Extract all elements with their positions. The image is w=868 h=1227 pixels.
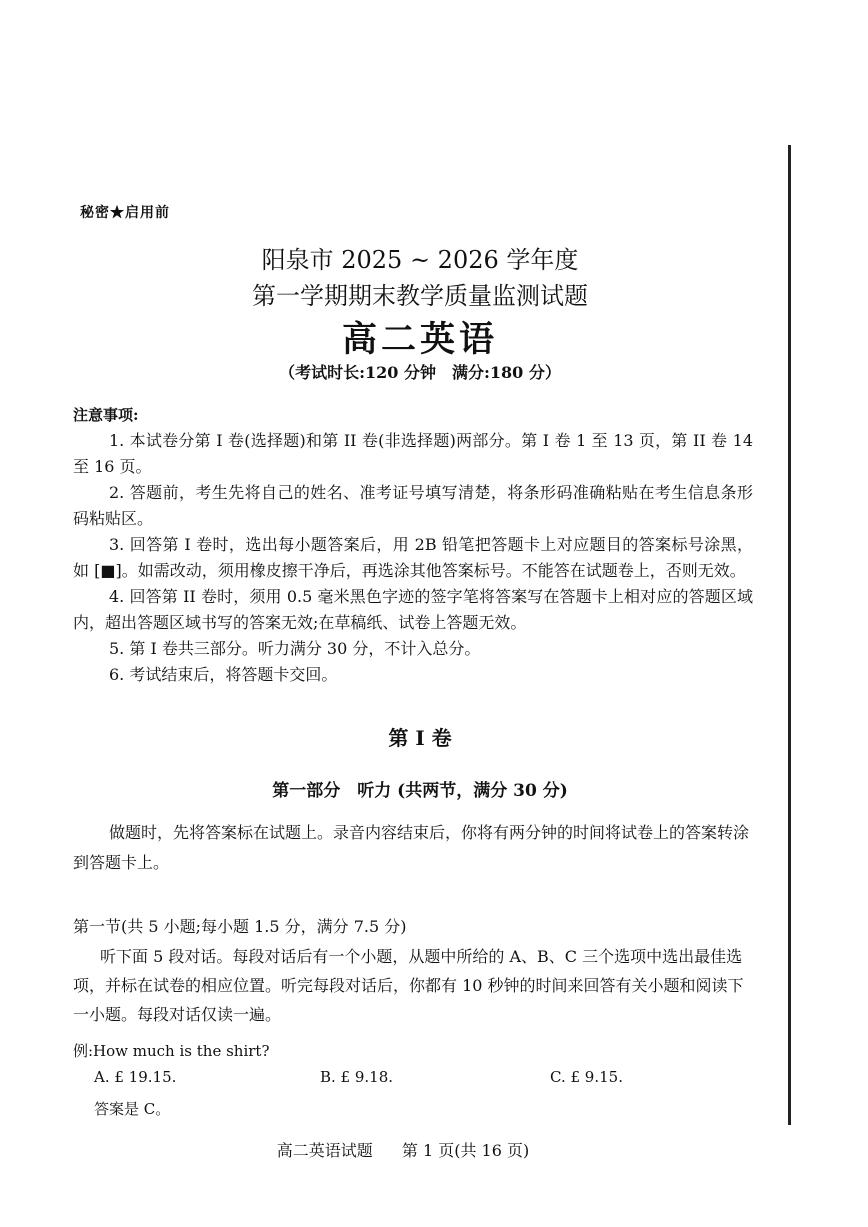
subsection-description xyxy=(73,942,753,1029)
example-answer: 答案是 C。 xyxy=(94,1100,171,1118)
exam-duration-info: （考试时长:120 分钟 满分:180 分） xyxy=(279,363,561,382)
example-option-a: A. £ 19.15. xyxy=(94,1068,177,1086)
section-description xyxy=(73,818,753,878)
notice-list xyxy=(73,428,753,688)
notice-heading: 注意事项: xyxy=(73,406,139,424)
section-title: 第一部分 听力 (共两节，满分 30 分) xyxy=(272,781,568,801)
example-option-c: C. £ 9.15. xyxy=(550,1068,623,1086)
subject-title: 高二英语 xyxy=(341,319,498,360)
section-description-text: 做题时，先将答案标在试题上。录音内容结束后，你将有两分钟的时间将试卷上的答案转涂到答题卡上。 xyxy=(73,823,750,872)
notice-item: 2. 答题前，考生先将自己的姓名、准考证号填写清楚，将条形码准确粘贴在考生信息条形码粘贴区。 xyxy=(73,483,753,528)
subsection-description-text: 听下面 5 段对话。每段对话后有一个小题，从题中所给的 A、B、C 三个选项中选出最佳选项，并标在试卷的相应位置。听完每段对话后，你都有 10 秒钟的时间来回答有关小题和阅读下一小题。每段对话仅读一遍。 xyxy=(73,947,744,1024)
notice-item: 3. 回答第 I 卷时，选出每小题答案后，用 2B 铅笔把答题卡上对应题目的答案标号涂黑，如 [■]。如需改动，须用橡皮擦干净后，再选涂其他答案标号。不能答在试题卷上，否则无效。 xyxy=(73,535,753,580)
notice-item: 4. 回答第 II 卷时，须用 0.5 毫米黑色字迹的签字笔将答案写在答题卡上相对应的答题区域内，超出答题区域书写的答案无效;在草稿纸、试卷上答题无效。 xyxy=(73,587,753,632)
notice-item: 5. 第 I 卷共三部分。听力满分 30 分，不计入总分。 xyxy=(109,639,481,658)
footer-subject: 高二英语试题 xyxy=(276,1141,373,1160)
footer-page-number: 第 1 页(共 16 页) xyxy=(401,1141,530,1160)
notice-item: 6. 考试结束后，将答题卡交回。 xyxy=(109,665,338,684)
exam-title-line1: 阳泉市 2025 ~ 2026 学年度 xyxy=(261,246,579,274)
example-question: 例:How much is the shirt? xyxy=(73,1042,270,1060)
confidential-label: 秘密★启用前 xyxy=(80,205,170,221)
page-footer xyxy=(0,1138,806,1161)
volume-title: 第 I 卷 xyxy=(388,726,452,750)
exam-title-line2: 第一学期期末教学质量监测试题 xyxy=(252,282,588,310)
example-option-b: B. £ 9.18. xyxy=(320,1068,394,1086)
subsection-title: 第一节(共 5 小题;每小题 1.5 分，满分 7.5 分) xyxy=(73,917,407,936)
notice-item: 1. 本试卷分第 I 卷(选择题)和第 II 卷(非选择题)两部分。第 I 卷 1 至 13 页，第 II 卷 14 至 16 页。 xyxy=(73,431,753,476)
